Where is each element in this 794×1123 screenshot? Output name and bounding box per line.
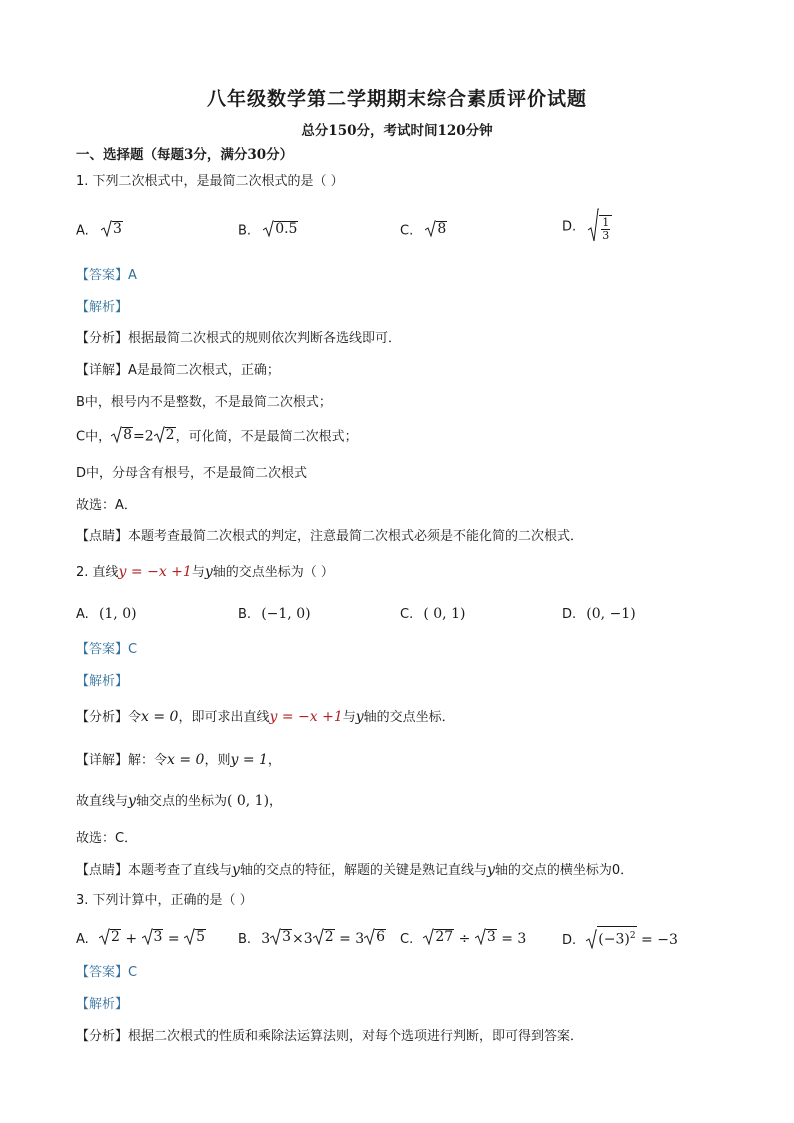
operator: ÷	[458, 931, 471, 947]
operator: = −3	[641, 931, 678, 948]
q3-option-a	[76, 928, 206, 950]
sqrt-symbol	[425, 220, 447, 242]
fraction	[601, 217, 610, 242]
section-heading: 一、选择题（每题3分，满分30分）	[76, 147, 294, 163]
denominator: 3	[602, 229, 610, 242]
radicand: (−3)	[598, 931, 630, 948]
q2-option-c	[400, 605, 465, 624]
q1-choose: 故选：A．	[76, 498, 137, 513]
text: 2. 直线	[76, 565, 119, 580]
option-label: D.	[562, 607, 577, 622]
radicand: 8	[437, 221, 447, 237]
sqrt-symbol	[364, 928, 386, 950]
coordinate: ( 0, 1)	[226, 793, 270, 809]
coordinate: (0, −1)	[586, 606, 636, 622]
numerator: 1	[602, 216, 610, 229]
q3-fenxi: 【分析】根据二次根式的性质和乘除法运算法则，对每个选项进行判断，即可得到答案．	[76, 1029, 584, 1044]
operator: =	[167, 931, 180, 947]
text: 故直线与	[76, 794, 129, 809]
q1-fenxi: 【分析】根据最简二次根式的规则依次判断各选线即可．	[76, 331, 402, 346]
radicand: 8	[123, 427, 132, 443]
equation: x = 0	[141, 709, 179, 725]
radicand: 3	[153, 929, 163, 945]
expression	[423, 931, 526, 947]
sqrt-symbol	[101, 220, 123, 242]
sqrt-symbol	[475, 928, 497, 950]
option-label: C.	[400, 932, 414, 947]
var-y: y	[128, 793, 136, 809]
radicand: 6	[376, 929, 386, 945]
option-label: C.	[400, 607, 414, 622]
sqrt-symbol	[270, 928, 292, 950]
q2-option-d	[562, 605, 636, 624]
text: 【分析】令	[76, 710, 142, 725]
q1-option-c	[400, 220, 447, 242]
var-y: y	[204, 564, 213, 580]
text: C中，	[76, 429, 112, 445]
q3-answer: 【答案】C	[76, 965, 138, 980]
coefficient: 3	[261, 931, 271, 947]
option-label: A.	[76, 223, 89, 239]
text: 轴的交点的横坐标为0．	[494, 863, 634, 878]
q1-stem: 1. 下列二次根式中，是最简二次根式的是（ ）	[76, 174, 344, 189]
var-y: y	[355, 709, 364, 725]
option-label: C.	[400, 223, 414, 239]
radicand: 27	[435, 929, 454, 945]
q2-analysis-heading: 【解析】	[76, 674, 129, 689]
radicand: 3	[282, 929, 292, 945]
text: 与	[342, 710, 356, 725]
sqrt-symbol	[586, 926, 636, 954]
radicand: 2	[110, 929, 120, 945]
coordinate: ( 0, 1)	[423, 606, 466, 622]
operator: = 3	[339, 931, 365, 947]
text: 【点睛】本题考查了直线与	[76, 863, 233, 878]
sqrt-symbol	[263, 220, 298, 242]
q1-b-explanation: B中，根号内不是整数，不是最简二次根式；	[76, 395, 332, 410]
option-label: D.	[562, 219, 577, 235]
radicand: 5	[196, 929, 205, 945]
var-y: y	[486, 862, 495, 878]
page-subtitle: 总分150分，考试时间120分钟	[301, 123, 493, 139]
sqrt-symbol	[423, 928, 454, 950]
option-label: D.	[562, 932, 577, 948]
q2-fenxi	[76, 708, 455, 727]
option-label: B.	[238, 607, 252, 622]
q1-dianjing: 【点睛】本题考查最简二次根式的判定，注意最简二次根式必须是不能化简的二次根式．	[76, 529, 584, 544]
option-label: A.	[76, 932, 89, 947]
q2-xiangjie	[76, 751, 281, 770]
expression	[99, 931, 206, 947]
exponent: 2	[629, 931, 636, 941]
operator: ×3	[292, 931, 313, 947]
q1-answer: 【答案】A	[76, 268, 137, 283]
sqrt-symbol	[142, 928, 164, 950]
q1-analysis-heading: 【解析】	[76, 300, 129, 315]
line-equation: y = −x +1	[118, 564, 192, 580]
page-title: 八年级数学第二学期期末综合素质评价试题	[206, 88, 587, 110]
operator: +	[125, 931, 138, 947]
operator: = 3	[501, 931, 527, 947]
text: 轴交点的坐标为	[135, 794, 227, 809]
sqrt-symbol	[313, 928, 335, 950]
text: 轴的交点坐标为（ ）	[212, 565, 334, 580]
text: ，可化简，不是最简二次根式；	[175, 429, 358, 445]
radicand: 3	[486, 929, 496, 945]
q1-xiangjie: 【详解】A是最简二次根式，正确；	[76, 363, 280, 378]
q3-option-b	[238, 928, 386, 950]
q2-dianjing	[76, 861, 633, 880]
text: ，	[269, 794, 283, 809]
radicand: 3	[112, 221, 122, 237]
text: ，则	[204, 753, 231, 768]
text: 轴的交点的特征，解题的关键是熟记直线与	[239, 863, 487, 878]
q1-option-a	[76, 220, 123, 242]
q3-option-d	[562, 926, 678, 954]
equation: y = 1	[230, 752, 268, 768]
sqrt-symbol	[588, 208, 612, 247]
sqrt-symbol	[184, 928, 206, 950]
q2-option-b	[238, 605, 311, 624]
text: ，	[267, 753, 281, 768]
radicand: 0.5	[275, 221, 298, 237]
expression	[586, 932, 678, 948]
text: 与	[191, 565, 205, 580]
var-y: y	[232, 862, 240, 878]
q3-option-c	[400, 928, 526, 950]
q1-option-d	[562, 208, 612, 247]
expression	[261, 931, 386, 947]
text: ，即可求出直线	[178, 710, 270, 725]
radicand: 2	[165, 427, 175, 443]
equation: x = 0	[167, 752, 205, 768]
sqrt-symbol	[111, 426, 133, 448]
option-label: A.	[76, 607, 89, 622]
line-equation: y = −x +1	[269, 709, 343, 725]
option-label: B.	[238, 932, 252, 947]
option-label: B.	[238, 223, 252, 239]
q2-answer: 【答案】C	[76, 642, 138, 657]
text: 轴的交点坐标．	[363, 710, 455, 725]
radicand: 2	[324, 929, 334, 945]
q2-option-a	[76, 605, 137, 624]
text: 【详解】解：令	[76, 753, 168, 768]
q2-conclusion	[76, 792, 282, 811]
q1-c-explanation	[76, 426, 358, 448]
q3-analysis-heading: 【解析】	[76, 997, 129, 1012]
sqrt-symbol	[99, 928, 121, 950]
coordinate: (−1, 0)	[261, 606, 311, 622]
sqrt-symbol	[154, 426, 176, 448]
q2-choose: 故选：C．	[76, 831, 138, 846]
q2-stem	[76, 563, 334, 582]
q1-option-b	[238, 220, 298, 242]
coordinate: (1, 0)	[98, 606, 137, 622]
q1-d-explanation: D中，分母含有根号，不是最简二次根式	[76, 466, 308, 481]
equation-part: =2	[133, 428, 154, 445]
q3-stem: 3. 下列计算中，正确的是（ ）	[76, 893, 253, 908]
